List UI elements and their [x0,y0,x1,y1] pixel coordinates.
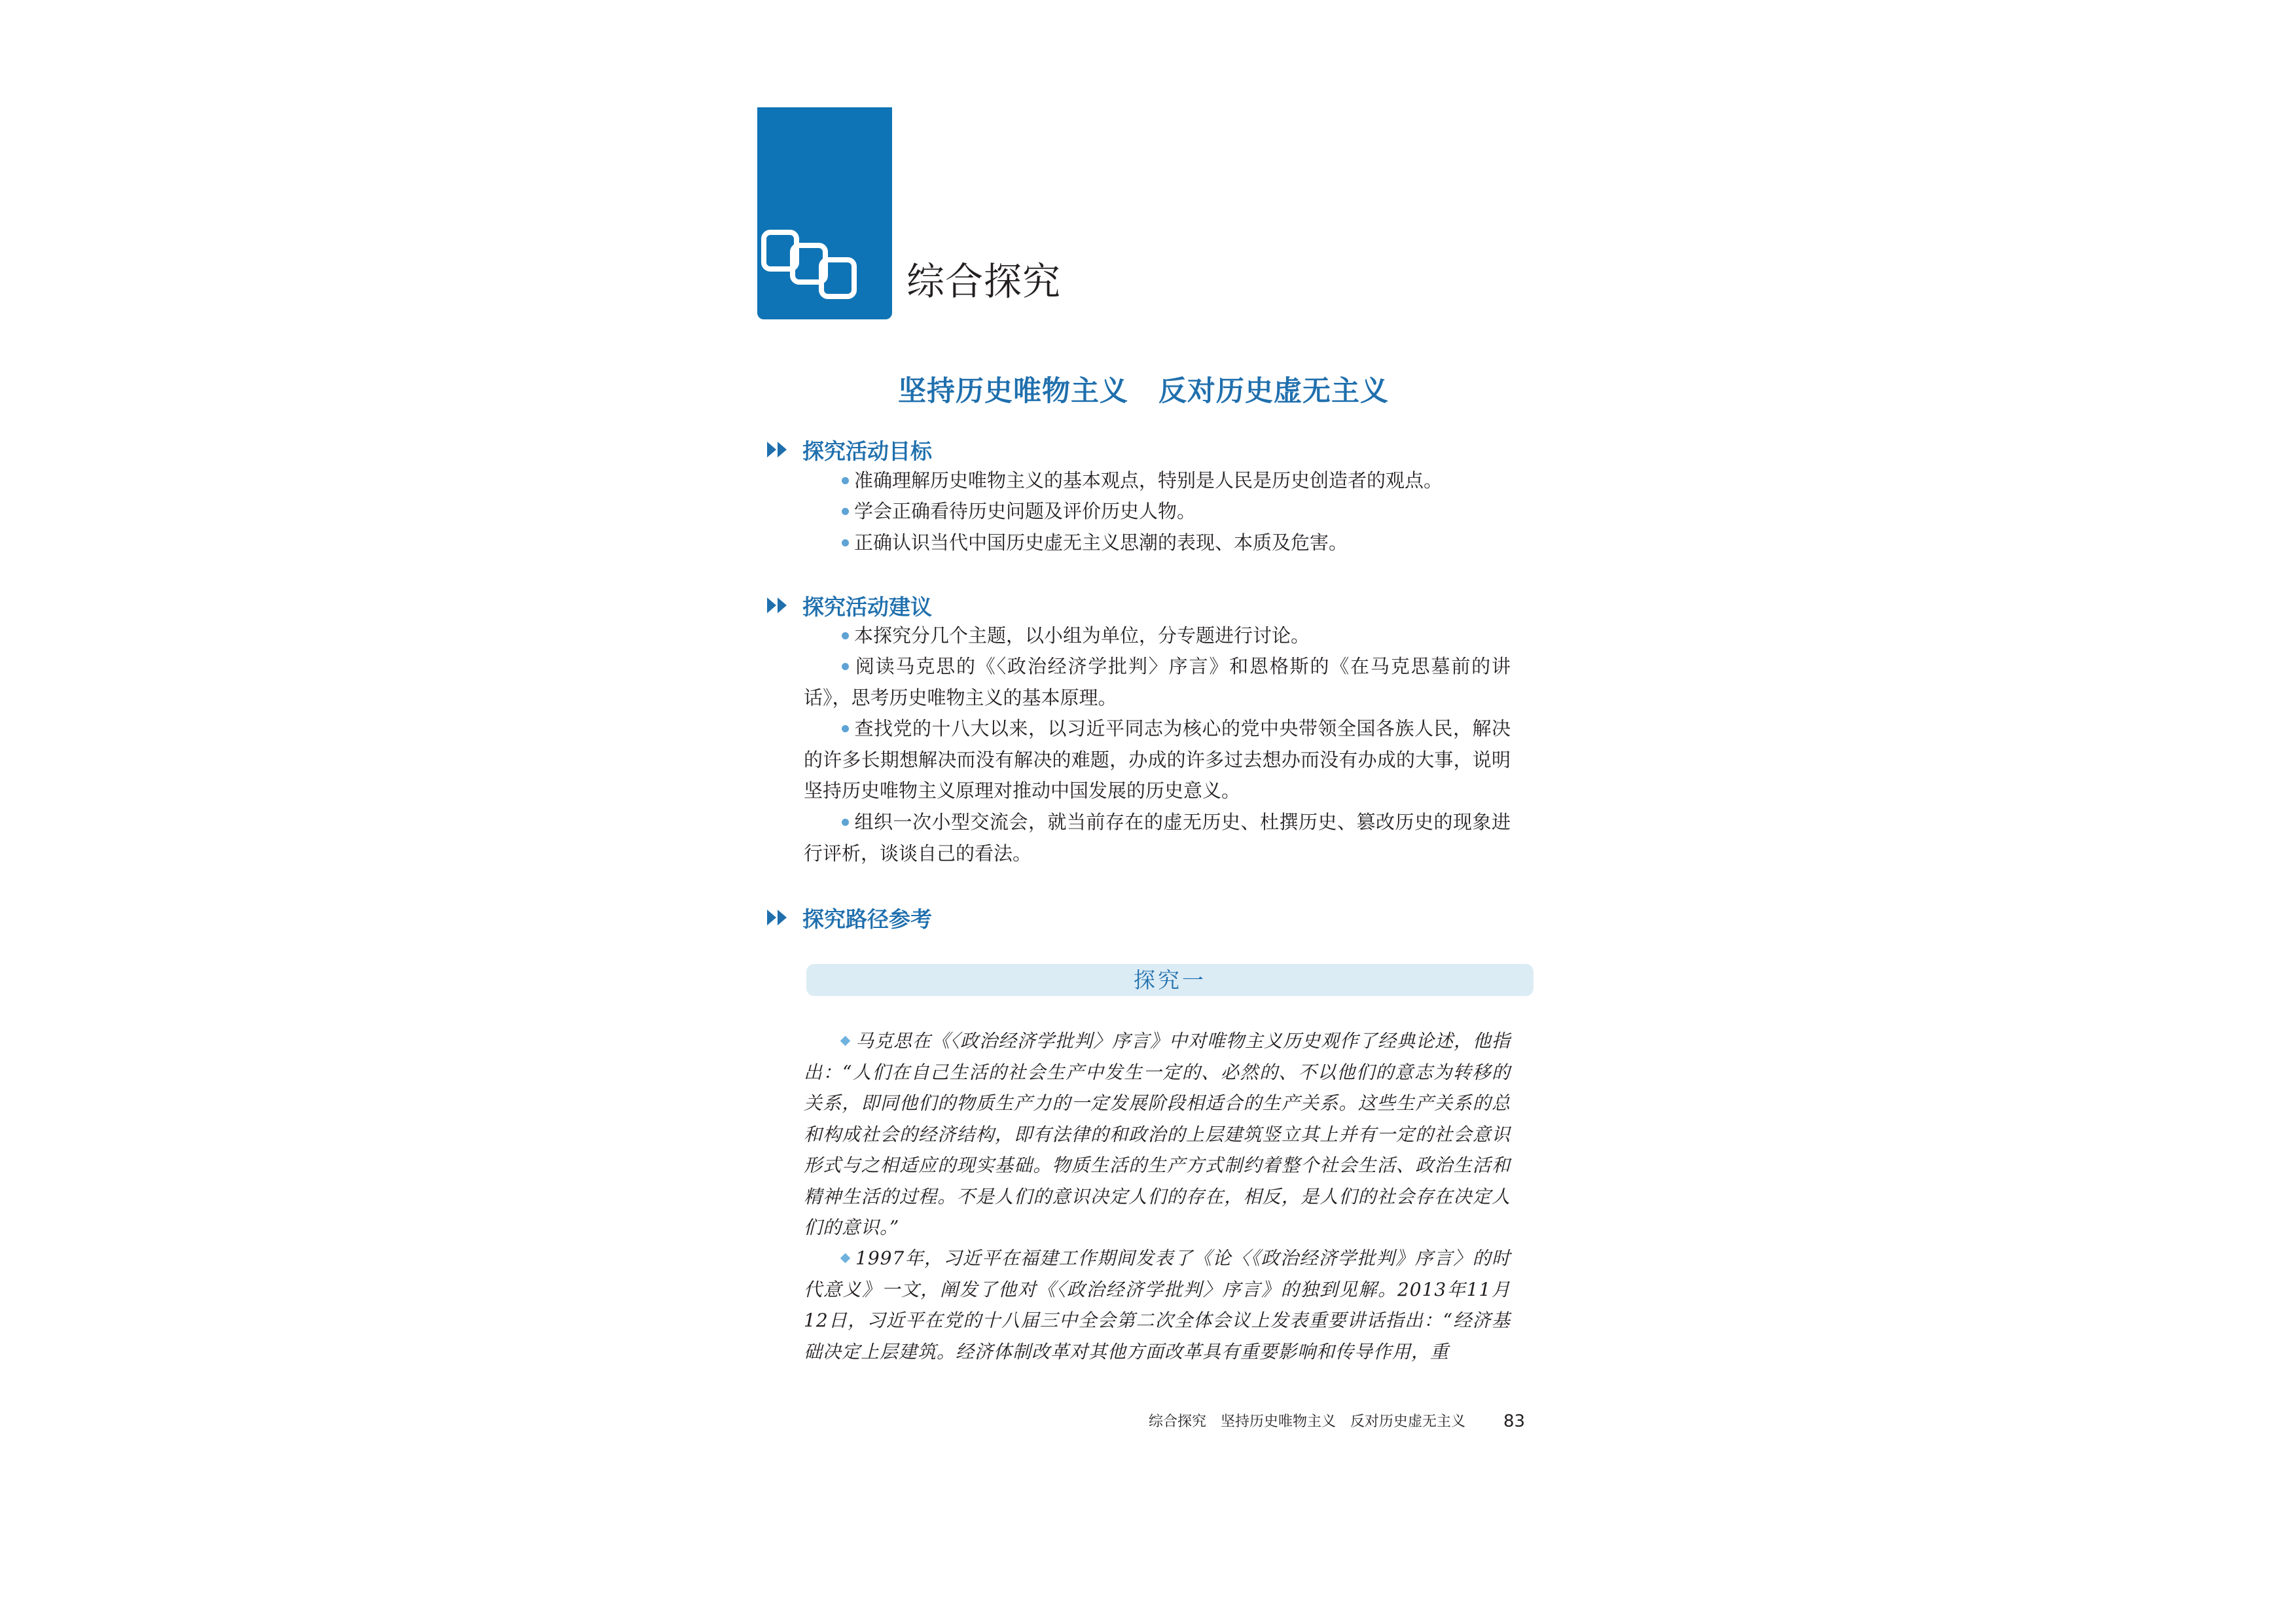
page-title [898,372,1389,411]
section-heading-goals [766,433,932,466]
bullet-dot-icon [842,819,849,826]
goal-item: 正确认识当代中国历史虚无主义思潮的表现、本质及危害。 [804,527,1511,559]
bullet-dot-icon [842,725,849,732]
bullet-dot-icon [842,539,849,546]
page-title-part-2: 反对历史虚无主义 [1158,375,1389,408]
inquiry-one-banner [806,964,1534,996]
page-title-part-1: 坚持历史唯物主义 [898,375,1128,408]
suggestion-item: 本探究分几个主题，以小组为单位，分专题进行讨论。 [804,620,1511,652]
goal-item: 准确理解历史唯物主义的基本观点，特别是人民是历史创造者的观点。 [804,465,1511,497]
inquiry-paragraph: 马克思在《〈政治经济学批判〉序言》中对唯物主义历史观作了经典论述，他指出：“人们在自己生活的社会生产中发生一定的、必然的、不以他们的意志为转移的关系，即同他们的物质生产力的一定发展阶段相适合的生产关系。这些生产关系的总和构成社会的经济结构，即有法律的和政治的上层建筑竖立其上并有一定的社会意识形式与之相适应的现实基础。物质生活的生产方式制约着整个社会生活、政治生活和精神生活的过程。不是人们的意识决定人们的存在，相反，是人们的社会存在决定人们的意识。” [804,1030,1511,1238]
double-arrow-icon [766,440,791,459]
bullet-dot-icon [842,632,849,639]
section-heading-label: 探究路径参考 [802,906,932,932]
double-arrow-icon [766,908,791,927]
suggestion-item: 组织一次小型交流会，就当前存在的虚无历史、杜撰历史、篡改历史的现象进行评析，谈谈自己的看法。 [804,811,1511,865]
diamond-bullet-icon [840,1035,851,1046]
double-arrow-icon [766,596,791,615]
goal-item: 学会正确看待历史问题及评价历史人物。 [804,496,1511,527]
chapter-title: 综合探究 [906,259,1062,304]
page-number: 83 [1503,1412,1526,1431]
inquiry-paragraph: 1997年，习近平在福建工作期间发表了《论〈《政治经济学批判》序言〉的时代意义》一文，阐发了他对《〈政治经济学批判〉序言》的独到见解。2013年11月12日，习近平在党的十八届三中全会第二次全体会议上发表重要讲话指出：“经济基础决定上层建筑。经济体制改革对其他方面改革具有重要影响和传导作用，重 [804,1247,1511,1363]
footer-title-2: 坚持历史唯物主义 [1221,1414,1336,1430]
running-footer [1149,1411,1465,1433]
section-heading-suggestions [766,589,932,622]
section-heading-label: 探究活动建议 [802,594,932,620]
linked-squares-icon [759,226,869,310]
diamond-bullet-icon [840,1253,851,1263]
bullet-dot-icon [842,477,849,484]
inquiry-one-label: 探究一 [1134,967,1206,993]
bullet-dot-icon [842,508,849,515]
section-heading-path [766,901,932,934]
bullet-dot-icon [842,663,849,670]
suggestion-item: 查找党的十八大以来，以习近平同志为核心的党中央带领全国各族人民，解决的许多长期想解决而没有解决的难题，办成的许多过去想办而没有办成的大事，说明坚持历史唯物主义原理对推动中国发展的历史意义。 [804,717,1511,802]
suggestion-item: 阅读马克思的《〈政治经济学批判〉序言》和恩格斯的《在马克思墓前的讲话》，思考历史唯物主义的基本原理。 [804,655,1511,709]
section-heading-label: 探究活动目标 [802,438,932,464]
footer-title-1: 综合探究 [1149,1414,1207,1430]
footer-title-3: 反对历史虚无主义 [1350,1414,1466,1430]
